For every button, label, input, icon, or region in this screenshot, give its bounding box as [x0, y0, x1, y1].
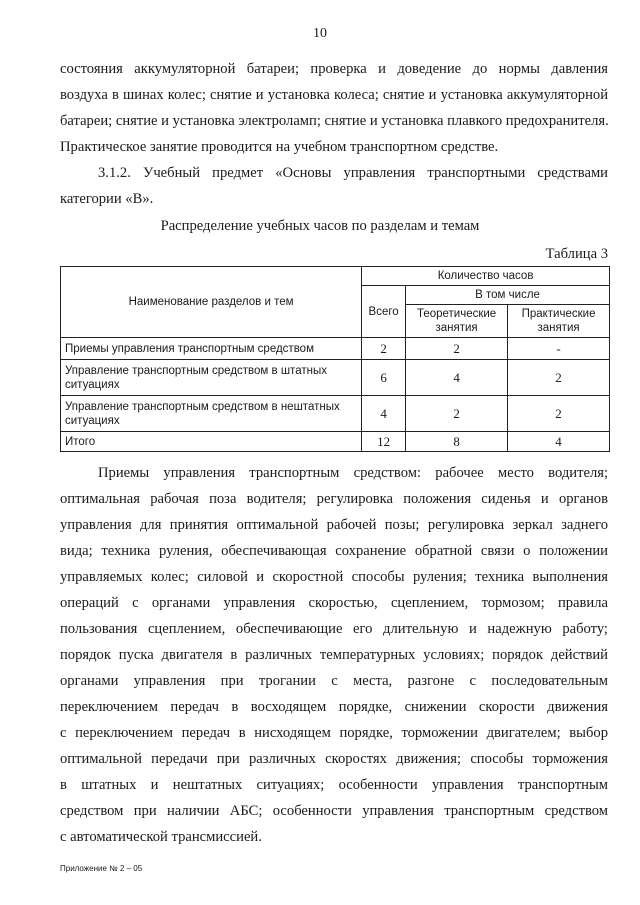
- row-total: 12: [362, 432, 406, 452]
- text-line: состояния аккумуляторной батареи; проверка и доведение до нормы давления: [60, 61, 608, 77]
- text-line: Практическое занятие проводится на учебном транспортном средстве.: [60, 139, 499, 155]
- text-line: управляемых колес; силовой и скоростной способы руления; техника выполнения: [60, 569, 608, 585]
- intro-paragraph: [60, 56, 608, 160]
- header-including: В том числе: [406, 286, 610, 305]
- table-row: [61, 396, 610, 432]
- hours-table: [60, 266, 610, 452]
- text-line: 3.1.2. Учебный предмет «Основы управления транспортными средствами: [98, 165, 608, 181]
- text-line: батареи; снятие и установка электроламп; снятие и установка плавкого предохранителя.: [60, 113, 609, 129]
- row-total: 4: [362, 396, 406, 432]
- text-line: вида; техника руления, обеспечивающая сохранение обратной связи о положении: [60, 543, 608, 559]
- text-line: с переключением передач в нисходящем порядке, торможении двигателем; выбор: [60, 725, 608, 741]
- text-line: в штатных и нештатных ситуациях; особенности управления транспортным: [60, 777, 608, 793]
- header-total: Всего: [362, 286, 406, 338]
- table-caption: Распределение учебных часов по разделам и темам: [160, 218, 480, 234]
- row-practice: -: [508, 338, 610, 360]
- text-line: категории «В».: [60, 191, 154, 207]
- row-practice: 2: [508, 396, 610, 432]
- row-name: Управление транспортным средством в штатных ситуациях: [61, 360, 362, 396]
- text-line: средством при наличии АБС; особенности управления транспортным средством: [60, 803, 608, 819]
- table-label: Таблица 3: [545, 246, 608, 262]
- text-line: воздуха в шинах колес; снятие и установка колеса; снятие и установка аккумуляторной: [60, 87, 608, 103]
- text-line: операций с органами управления скоростью, сцеплением, тормозом; правила: [60, 595, 608, 611]
- page-footer: Приложение № 2 – 05: [60, 864, 143, 873]
- row-total: 6: [362, 360, 406, 396]
- text-line: оптимальная рабочая поза водителя; регулировка положения сиденья и органов: [60, 491, 608, 507]
- text-line: органами управления при трогании с места, разгоне с последовательным: [60, 673, 608, 689]
- body-paragraph: [60, 460, 608, 850]
- header-name: Наименование разделов и тем: [61, 267, 362, 338]
- table-row: [61, 360, 610, 396]
- row-name: Итого: [61, 432, 362, 452]
- text-line: переключением передач в восходящем порядке, снижении скорости движения: [60, 699, 608, 715]
- text-line: Приемы управления транспортным средством: рабочее место водителя;: [98, 465, 608, 481]
- table-header-row: [61, 267, 610, 286]
- row-total: 2: [362, 338, 406, 360]
- table-row-total: [61, 432, 610, 452]
- row-theory: 8: [406, 432, 508, 452]
- page-number: 10: [313, 26, 327, 41]
- row-theory: 2: [406, 396, 508, 432]
- text-line: с автоматической трансмиссией.: [60, 829, 262, 845]
- section-heading: [60, 160, 608, 212]
- text-line: оптимальной передачи при различных скоростях движения; способы торможения: [60, 751, 608, 767]
- row-practice: 2: [508, 360, 610, 396]
- row-theory: 4: [406, 360, 508, 396]
- row-theory: 2: [406, 338, 508, 360]
- row-name: Управление транспортным средством в нештатных ситуациях: [61, 396, 362, 432]
- text-line: управления для принятия оптимальной рабочей позы; регулировка зеркал заднего: [60, 517, 608, 533]
- row-name: Приемы управления транспортным средством: [61, 338, 362, 360]
- row-practice: 4: [508, 432, 610, 452]
- header-hours: Количество часов: [362, 267, 610, 286]
- header-practice: Практические занятия: [508, 305, 610, 338]
- table-row: [61, 338, 610, 360]
- header-theory: Теоретические занятия: [406, 305, 508, 338]
- text-line: порядок пуска двигателя в различных температурных условиях; порядок действий: [60, 647, 608, 663]
- text-line: пользования сцеплением, обеспечивающие его длительную и надежную работу;: [60, 621, 608, 637]
